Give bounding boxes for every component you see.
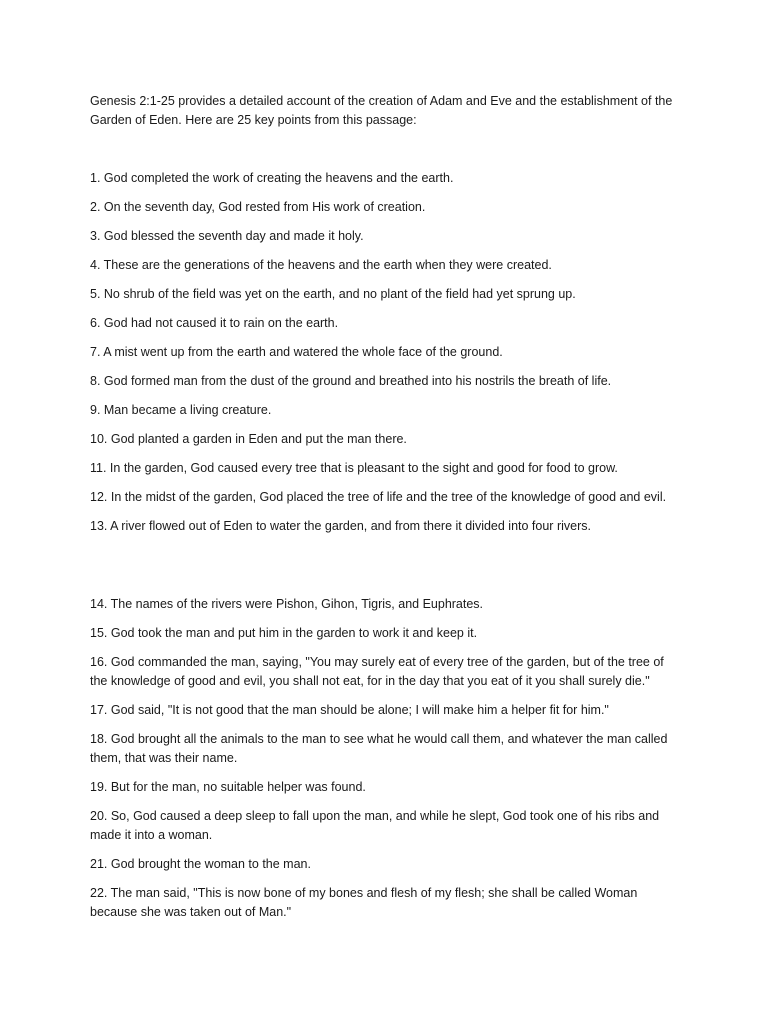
list-item: 8. God formed man from the dust of the ground and breathed into his nostrils the breath of life. [90,374,612,388]
list-item: 13. A river flowed out of Eden to water the garden, and from there it divided into four rivers. [90,519,591,533]
list-item: 9. Man became a living creature. [90,403,272,417]
list-item: 20. So, God caused a deep sleep to fall upon the man, and while he slept, God took one of his ribs and made it into a woman. [90,809,660,842]
points-list-part1 [90,169,680,546]
points-list-part2 [90,595,680,932]
list-item: 22. The man said, "This is now bone of my bones and flesh of my flesh; she shall be called Woman because she was taken out of Man." [90,886,638,919]
list-item: 7. A mist went up from the earth and watered the whole face of the ground. [90,345,503,359]
list-item: 15. God took the man and put him in the garden to work it and keep it. [90,626,478,640]
list-item: 11. In the garden, God caused every tree that is pleasant to the sight and good for food to grow. [90,461,618,475]
list-item: 3. God blessed the seventh day and made it holy. [90,229,364,243]
list-item: 17. God said, "It is not good that the man should be alone; I will make him a helper fit for him." [90,703,609,717]
list-item: 14. The names of the rivers were Pishon, Gihon, Tigris, and Euphrates. [90,597,484,611]
list-item: 10. God planted a garden in Eden and put the man there. [90,432,407,446]
list-item: 21. God brought the woman to the man. [90,857,311,871]
list-item: 6. God had not caused it to rain on the earth. [90,316,339,330]
intro-paragraph: Genesis 2:1-25 provides a detailed account of the creation of Adam and Eve and the establishment of the Garden of Eden. Here are 25 key points from this passage: [90,94,673,127]
list-item: 12. In the midst of the garden, God placed the tree of life and the tree of the knowledge of good and evil. [90,490,667,504]
list-item: 19. But for the man, no suitable helper was found. [90,780,366,794]
list-item: 2. On the seventh day, God rested from His work of creation. [90,200,426,214]
list-item: 4. These are the generations of the heavens and the earth when they were created. [90,258,552,272]
list-item: 5. No shrub of the field was yet on the earth, and no plant of the field had yet sprung up. [90,287,576,301]
list-item: 1. God completed the work of creating the heavens and the earth. [90,171,454,185]
list-item: 18. God brought all the animals to the man to see what he would call them, and whatever the man called them, that was their name. [90,732,668,765]
list-item: 16. God commanded the man, saying, "You may surely eat of every tree of the garden, but of the tree of the knowledge of good and evil, you shall not eat, for in the day that you eat of it you shall surely die." [90,655,664,688]
